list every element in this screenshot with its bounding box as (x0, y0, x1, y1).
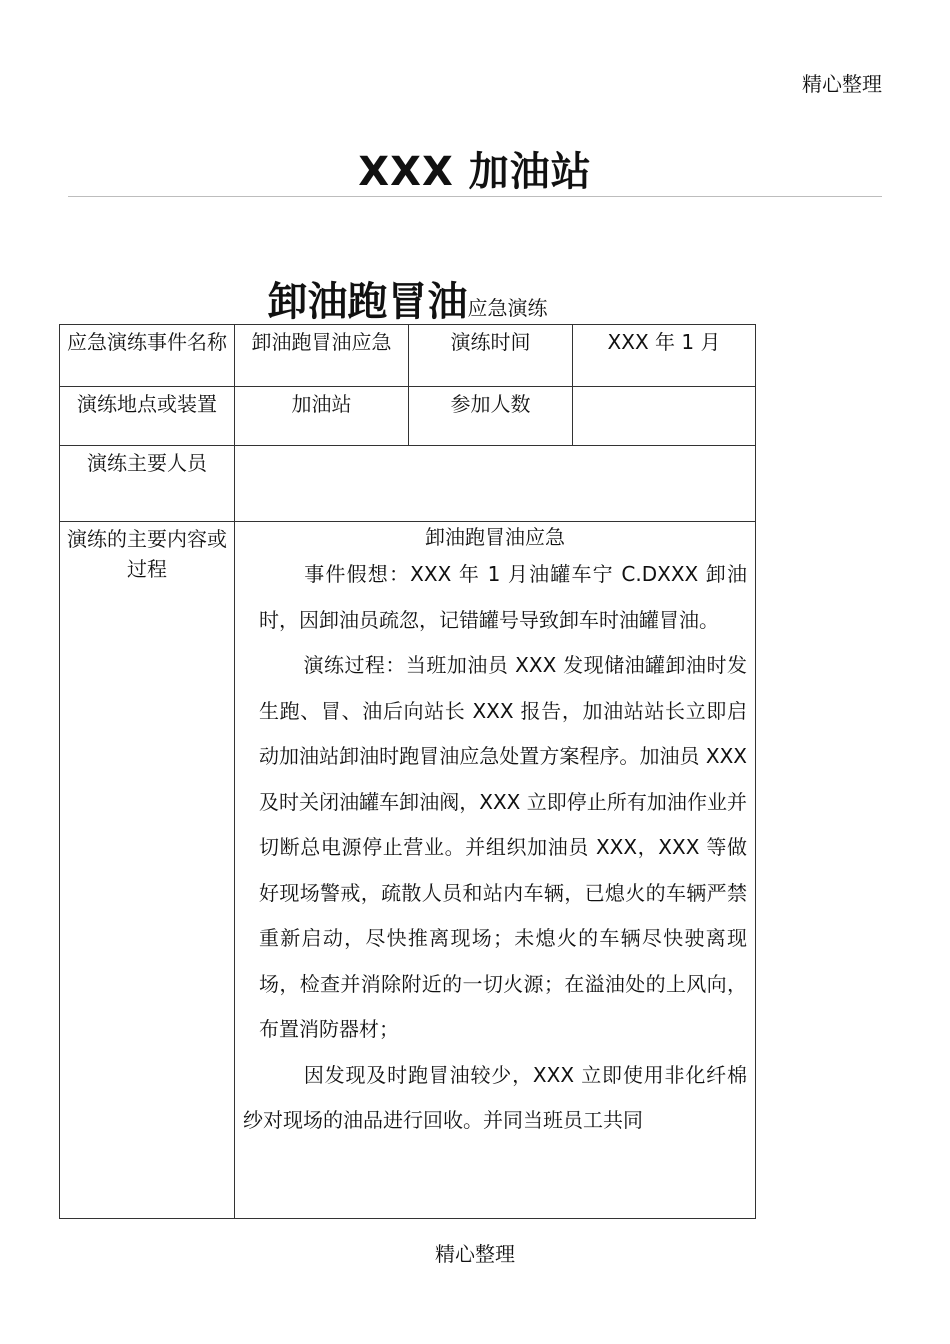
subtitle-suffix: 应急演练 (467, 296, 548, 320)
drill-time-value: XXX 年 1 月 (573, 325, 756, 387)
title-divider (68, 196, 882, 197)
table-row (60, 325, 756, 387)
main-personnel-value (235, 446, 756, 522)
content-cell (235, 522, 756, 1219)
location-label: 演练地点或装置 (60, 387, 235, 446)
paragraph-hypothesis: 事件假想：XXX 年 1 月油罐车宁 C.DXXX 卸油时，因卸油员疏忽，记错罐号导致卸车时油罐冒油。 (259, 562, 747, 632)
table-row (60, 387, 756, 446)
content-label: 演练的主要内容或过程 (60, 522, 235, 1219)
document-subtitle (60, 270, 755, 327)
paragraph-recovery: 因发现及时跑冒油较少，XXX 立即使用非化纤棉纱对现场的油品进行回收。并同当班员工共同 (243, 1062, 747, 1132)
main-personnel-label: 演练主要人员 (60, 446, 235, 522)
header-note: 精心整理 (802, 72, 882, 96)
drill-record-table (59, 324, 756, 1219)
participants-label: 参加人数 (409, 387, 573, 446)
location-value: 加油站 (235, 387, 409, 446)
page-title: XXX 加油站 (358, 149, 592, 195)
drill-time-label: 演练时间 (409, 325, 573, 387)
event-name-label: 应急演练事件名称 (60, 325, 235, 387)
table-row (60, 446, 756, 522)
content-title: 卸油跑冒油应急 (425, 525, 565, 549)
paragraph-process: 演练过程：当班加油员 XXX 发现储油罐卸油时发生跑、冒、油后向站长 XXX 报告，加油站站长立即启动加油站卸油时跑冒油应急处置方案程序。加油员 XXX 及时关闭油罐车卸油阀，XXX 立即停止所有加油作业并切断总电源停止营业。并组织加油员 XXX，XXX 等做好现场警戒，疏散人员和站内车辆，已熄火的车辆严禁重新启动，尽快推离现场；未熄火的车辆尽快驶离现场，检查并消除附近的一切火源；在溢油处的上风向，布置消防器材； (259, 653, 747, 1041)
subtitle-main: 卸油跑冒油 (267, 279, 468, 325)
footer-note: 精心整理 (435, 1242, 515, 1266)
participants-value (573, 387, 756, 446)
table-row (60, 522, 756, 1219)
event-name-value: 卸油跑冒油应急 (235, 325, 409, 387)
